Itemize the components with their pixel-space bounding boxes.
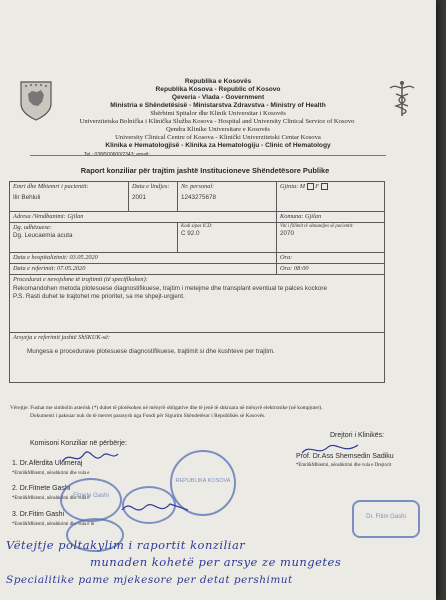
procedures-cell xyxy=(10,275,385,333)
referral-reason-text: Mungesa e procedurave plotesuese diagnostifikuese, trajtimit si dhe kushteve per trajtim. xyxy=(27,347,275,355)
report-title: Raport konziliar për trajtim jashtë Institucioneve Shëndetësore Publike xyxy=(80,166,330,175)
gender-f-checkbox xyxy=(321,183,328,190)
gender-f-label: F xyxy=(315,183,320,190)
doctor-stamp-4 xyxy=(352,500,420,538)
header-republic: Republika Kosova - Republic of Kosovo xyxy=(155,86,281,93)
gender-label: Gjinia: M xyxy=(280,183,306,190)
procedures-note: P.S. Rasti duhet te trajtohet me prioritet, sa me shpejt-urgjent. xyxy=(13,293,185,300)
header-ministry: Ministria e Shëndetësisë - Ministarstva Zdravstva - Ministry of Health xyxy=(110,102,326,109)
form-note-2: Dokumenti i paksuar nuk do të merret parasysh nga Fondi për Sigurim Shëndetësor i Republikës së Kosovës. xyxy=(30,413,266,419)
birth-date-value: 2001 xyxy=(132,193,147,201)
council-heading: Komisoni Konziliar në përbërje: xyxy=(30,440,127,447)
signature-director-icon xyxy=(300,441,360,459)
diagnosis-label: Dg. udhëzuese: xyxy=(13,224,52,231)
council-member-3-note: *Emri&Mbiemri, nënshkrimi dhe vula e m xyxy=(12,522,95,527)
header-divider xyxy=(30,155,386,156)
header-service-translations: Univerzitetska Bolnička i Klinička Služba Kosova - Hospital and University Clinical Service of Kosovo xyxy=(79,118,355,125)
handwritten-line-2: munaden kohetë per arsye ze mungetes xyxy=(90,555,342,569)
doctor-stamp-1 xyxy=(60,478,122,522)
diagnosis-value: Dg. Leucaemia acuta xyxy=(13,231,73,239)
council-member-2-note: *Emri&Mbiemri, nënshkrimi dhe vula e xyxy=(12,496,90,501)
commune-cell: Komuna: Gjilan xyxy=(277,212,385,223)
birth-date-cell xyxy=(129,182,178,212)
address-cell: Adresa /Vendbanimi: Gjilan xyxy=(10,212,277,223)
director-heading: Drejtori i Klinikës: xyxy=(330,432,385,439)
onset-year-value: 2070 xyxy=(280,229,295,237)
handwritten-line-1: Vëtejtje poltakylim i raportit konziliar xyxy=(6,538,246,552)
procedures-text: Rekomandohen metoda plotesuese diagnostifikuese, trajtim i metejme dhe transplant eventual te palces kockore xyxy=(13,284,327,292)
procedures-label: Procedurat e nevojshme të trajtimit (të specifikohen): xyxy=(13,276,148,283)
onset-year-label: Viti i fillimit të sëmundjes së pacientit: xyxy=(280,224,354,229)
signature-member-2-icon xyxy=(120,498,190,520)
referral-reason-label: Arsyeja e referimit jashtë ShSKUK-së: xyxy=(13,334,111,341)
director-name: Prof. Dr.Ass Shemsedin Sadiku xyxy=(296,453,394,460)
official-stamp-text: REPUBLIKA KOSOVA xyxy=(175,478,231,484)
header-service: Shërbimi Spitalor dhe Klinik Universitar i Kosovës xyxy=(150,110,286,117)
referral-reason-cell xyxy=(10,333,385,383)
header-country: Republika e Kosovës xyxy=(184,78,252,85)
icd-cell xyxy=(178,223,277,253)
personal-number-value: 1243275678 xyxy=(181,193,217,201)
header-clinic: Klinika e Hematologjisë - Klinika za Hematologiju - Clinic of Hematology xyxy=(105,142,331,149)
diagnosis-cell xyxy=(10,223,178,253)
header-centre: Qendra Klinike Universitare e Kosovës xyxy=(165,126,270,133)
caduceus-icon xyxy=(384,78,420,118)
hospitalization-time-cell: Ora: xyxy=(277,253,385,264)
gender-cell xyxy=(277,182,385,212)
patient-form xyxy=(9,181,385,383)
signature-member-1-icon xyxy=(60,448,120,468)
header-contact: Tel.: 038/500600/2343; email: xyxy=(84,152,150,158)
doctor-stamp-4-text: Dr. Fitim Gashi xyxy=(366,514,406,520)
patient-name-label: Emri dhe Mbiemri i pacientit: xyxy=(13,183,89,190)
icd-label: Kodi sipas ICD: xyxy=(181,224,213,229)
kosovo-emblem-icon xyxy=(18,80,54,122)
header-centre-translations: University Clinical Centre of Kosova - Klinički Univerzitetski Centar Kosova xyxy=(115,134,321,141)
doctor-stamp-1-text: Fitnete Gashi xyxy=(73,493,109,499)
form-note-1: Vërejtje: Fushat me simbolin asterisk (*) duhet të plotësohen në mënyrë obligative dhe të jenë të shkruara në mënyrë elektronike (në kompjuter). xyxy=(10,405,323,411)
header-government: Qeveria - Vlada - Government xyxy=(171,94,265,101)
onset-year-cell xyxy=(277,223,385,253)
director-note: *Emri&Mbiemri, nënshkrimi dhe vula e Drejtorit xyxy=(296,463,392,468)
council-member-1-note: *Emri&Mbiemri, nënshkrimi dhe vula e xyxy=(12,471,90,476)
council-member-1: 1. Dr.Afërdita Ukimeraj xyxy=(12,460,83,467)
handwritten-line-3: Specialitike pame mjekesore per detat pershimut xyxy=(6,574,293,586)
referral-time-cell: Ora: 08:00 xyxy=(277,264,385,275)
patient-name-value: Ilir Behluli xyxy=(13,193,41,201)
hospitalization-date-cell: Data e hospitalizimit: 03.05.2020 xyxy=(10,253,277,264)
patient-name-cell xyxy=(10,182,129,212)
gender-m-checkbox xyxy=(307,183,314,190)
birth-date-label: Data e lindjes: xyxy=(132,183,170,190)
council-member-2: 2. Dr.Fitnete Gashi xyxy=(12,485,71,492)
referral-date-cell: Data e referimit: 07.05.2020 xyxy=(10,264,277,275)
icd-value: C 92.0 xyxy=(181,229,200,237)
personal-number-cell xyxy=(178,182,277,212)
council-member-3: 3. Dr.Fitim Gashi xyxy=(12,511,65,518)
personal-number-label: Nr. personal: xyxy=(181,183,215,190)
